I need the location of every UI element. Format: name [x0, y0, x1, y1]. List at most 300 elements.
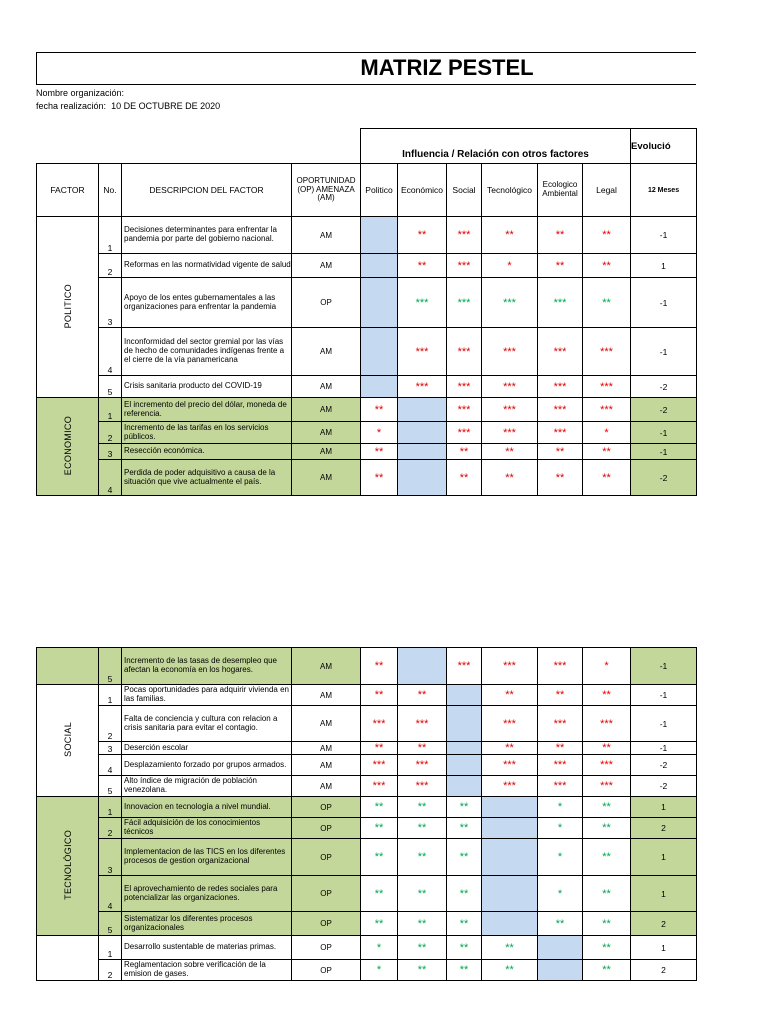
influence-cell	[361, 936, 398, 960]
influence-cell	[361, 706, 398, 742]
table-row	[37, 755, 697, 776]
evolution-value: -1	[631, 278, 697, 328]
factor-description: Fácil adquisición de los conocimientos técnicos	[122, 818, 292, 839]
influence-stars: ***	[457, 660, 471, 672]
influence-cell	[538, 912, 583, 936]
factor-description: Reformas en las normatividad vigente de salud	[122, 254, 292, 278]
factor-description: Apoyo de los entes gubernamentales a las organizaciones para enfrentar la pandemia	[122, 278, 292, 328]
title-box	[36, 52, 696, 85]
influence-stars: **	[555, 689, 565, 701]
influence-stars: ***	[457, 345, 471, 358]
influence-cell	[583, 839, 631, 876]
influence-cell	[398, 422, 447, 444]
influence-stars: **	[459, 917, 469, 930]
influence-stars: *	[376, 426, 382, 439]
evolution-value: 2	[631, 912, 697, 936]
op-am-value: AM	[292, 706, 361, 742]
influence-cell	[538, 755, 583, 776]
influence-stars: **	[602, 822, 611, 834]
table-row	[37, 422, 697, 444]
influence-stars: ***	[415, 380, 429, 393]
influence-stars: **	[374, 445, 384, 458]
influence-stars: ***	[600, 380, 613, 393]
influence-cell	[583, 776, 631, 797]
factor-description: Incremento de las tasas de desempleo que afectan la economía en los hogares.	[122, 648, 292, 685]
influence-cell	[482, 776, 538, 797]
influence-cell	[447, 960, 482, 981]
influence-stars: *	[604, 660, 609, 672]
influence-stars: ***	[415, 717, 429, 730]
factor-description: Falta de conciencia y cultura con relacion a crisis sanitaria para evitar el contagio.	[122, 706, 292, 742]
row-number: 4	[99, 460, 122, 496]
influence-stars: **	[417, 742, 427, 754]
op-am-value: AM	[292, 742, 361, 755]
influence-stars: ***	[503, 717, 516, 730]
influence-cell	[583, 797, 631, 818]
influence-cell	[482, 422, 538, 444]
op-am-value: OP	[292, 839, 361, 876]
influence-cell	[361, 444, 398, 460]
influence-stars: **	[417, 229, 427, 241]
influence-cell	[398, 398, 447, 422]
evolution-value: -2	[631, 460, 697, 496]
influence-stars: **	[459, 851, 469, 863]
influence-stars: **	[505, 742, 514, 754]
influence-cell	[538, 444, 583, 460]
op-am-value: AM	[292, 460, 361, 496]
influence-cell	[361, 912, 398, 936]
header-descripcion: DESCRIPCION DEL FACTOR	[122, 164, 292, 217]
influence-stars: **	[602, 887, 611, 900]
influence-stars: **	[374, 801, 384, 813]
evolution-value: 1	[631, 797, 697, 818]
influence-cell	[482, 685, 538, 706]
influence-cell	[398, 685, 447, 706]
table-row	[37, 278, 697, 328]
evolution-value: -1	[631, 706, 697, 742]
factor-description: Decisiones determinantes para enfrentar la pandemia por parte del gobierno nacional.	[122, 217, 292, 254]
header-col-legal: Legal	[583, 164, 631, 217]
influence-stars: ***	[553, 345, 567, 358]
influence-stars: ***	[503, 380, 516, 393]
influence-stars: **	[417, 689, 427, 701]
influence-stars: ***	[600, 403, 613, 416]
influence-cell	[361, 254, 398, 278]
influence-cell	[583, 444, 631, 460]
table-row	[37, 685, 697, 706]
influence-stars: ***	[372, 780, 386, 792]
influence-stars: **	[459, 801, 469, 813]
influence-cell	[538, 217, 583, 254]
factor-description: Desarrollo sustentable de materias primas.	[122, 936, 292, 960]
evolution-value: -2	[631, 755, 697, 776]
row-number: 4	[99, 755, 122, 776]
influence-cell	[447, 422, 482, 444]
influence-stars: ***	[372, 717, 386, 730]
influence-cell	[583, 912, 631, 936]
influence-cell	[538, 685, 583, 706]
influence-cell	[361, 839, 398, 876]
row-number: 1	[99, 217, 122, 254]
evolution-value: -1	[631, 648, 697, 685]
influence-cell	[398, 217, 447, 254]
row-number: 5	[99, 912, 122, 936]
influence-cell	[361, 278, 398, 328]
influence-stars: **	[417, 259, 427, 272]
factor-description: El aprovechamiento de redes sociales para potencializar las organizaciones.	[122, 876, 292, 912]
date-value: 10 DE OCTUBRE DE 2020	[111, 101, 221, 111]
influence-cell	[361, 217, 398, 254]
influence-cell	[583, 254, 631, 278]
op-am-value: OP	[292, 278, 361, 328]
influence-stars: ***	[457, 229, 471, 241]
evolution-value: -1	[631, 444, 697, 460]
influence-cell	[447, 328, 482, 376]
op-am-value: AM	[292, 376, 361, 398]
influence-cell	[447, 685, 482, 706]
influence-cell	[447, 876, 482, 912]
influence-cell	[398, 876, 447, 912]
pestel-table-top	[36, 128, 697, 496]
influence-stars: *	[376, 964, 382, 976]
influence-cell	[482, 912, 538, 936]
influence-cell	[482, 444, 538, 460]
table-row	[37, 742, 697, 755]
factor-label-politico: POLITICO	[62, 283, 73, 329]
row-number: 1	[99, 398, 122, 422]
influence-stars: ***	[503, 345, 516, 358]
factor-description: Innovacion en tecnología a nivel mundial.	[122, 797, 292, 818]
influence-stars: **	[374, 403, 384, 416]
influence-stars: ***	[503, 759, 516, 771]
influence-stars: **	[374, 471, 384, 484]
influence-stars: *	[557, 887, 563, 900]
op-am-value: AM	[292, 398, 361, 422]
row-number: 2	[99, 706, 122, 742]
header-evolucion: Evolució	[631, 129, 697, 164]
row-number: 3	[99, 839, 122, 876]
influence-cell	[482, 376, 538, 398]
factor-description: El incremento del precio del dólar, moneda de referencia.	[122, 398, 292, 422]
influence-stars: ***	[457, 296, 471, 309]
influence-stars: ***	[553, 660, 567, 672]
influence-cell	[482, 742, 538, 755]
influence-stars: *	[557, 801, 563, 813]
influence-cell	[538, 776, 583, 797]
op-am-value: OP	[292, 797, 361, 818]
influence-cell	[583, 685, 631, 706]
influence-stars: ***	[415, 345, 429, 358]
influence-stars: ***	[600, 780, 613, 792]
influence-cell	[538, 797, 583, 818]
table-row	[37, 839, 697, 876]
influence-stars: *	[507, 259, 512, 272]
table-row	[37, 376, 697, 398]
influence-cell	[447, 444, 482, 460]
influence-stars: **	[374, 851, 384, 863]
influence-cell	[538, 254, 583, 278]
evolution-value: -1	[631, 685, 697, 706]
influence-cell	[398, 460, 447, 496]
date-label: fecha realización:	[36, 101, 107, 111]
influence-cell	[583, 960, 631, 981]
influence-stars: ***	[600, 345, 613, 358]
factor-description: Deserción escolar	[122, 742, 292, 755]
influence-cell	[398, 254, 447, 278]
influence-cell	[583, 755, 631, 776]
influence-stars: ***	[415, 780, 429, 792]
evolution-value: 1	[631, 839, 697, 876]
influence-stars: ***	[503, 426, 516, 439]
factor-label-economico: ECONOMICO	[62, 415, 73, 476]
influence-stars: **	[417, 801, 427, 813]
factor-description: Crisis sanitaria producto del COVID-19	[122, 376, 292, 398]
op-am-value: OP	[292, 818, 361, 839]
influence-stars: ***	[457, 259, 471, 272]
influence-cell	[538, 960, 583, 981]
influence-stars: **	[417, 964, 427, 976]
influence-stars: **	[374, 742, 384, 754]
row-number: 3	[99, 742, 122, 755]
influence-stars: **	[459, 887, 469, 900]
influence-cell	[447, 398, 482, 422]
influence-stars: **	[374, 822, 384, 834]
influence-stars: **	[555, 917, 565, 930]
influence-cell	[583, 876, 631, 912]
influence-stars: ***	[457, 380, 471, 393]
influence-stars: **	[505, 941, 514, 954]
influence-cell	[538, 422, 583, 444]
influence-cell	[361, 328, 398, 376]
influence-cell	[583, 936, 631, 960]
influence-stars: ***	[553, 717, 567, 730]
factor-label-tecnologico: TECNOLÓGICO	[62, 830, 73, 900]
influence-cell	[538, 839, 583, 876]
row-number: 5	[99, 648, 122, 685]
influence-cell	[583, 376, 631, 398]
evolution-value: -1	[631, 742, 697, 755]
influence-stars: **	[602, 689, 611, 701]
op-am-value: AM	[292, 685, 361, 706]
row-number: 2	[99, 422, 122, 444]
factor-description: Inconformidad del sector gremial por las vías de hecho de comunidades indígenas frente a el cierre de la vía panamericana	[122, 328, 292, 376]
influence-cell	[538, 278, 583, 328]
influence-stars: **	[555, 259, 565, 272]
op-am-value: AM	[292, 422, 361, 444]
influence-cell	[447, 776, 482, 797]
pestel-table-bottom	[36, 647, 697, 981]
influence-stars: ***	[553, 780, 567, 792]
influence-stars: *	[376, 941, 382, 954]
influence-stars: **	[374, 689, 384, 701]
influence-cell	[398, 706, 447, 742]
influence-stars: **	[555, 229, 565, 241]
evolution-value: -1	[631, 217, 697, 254]
influence-stars: **	[374, 887, 384, 900]
influence-cell	[583, 328, 631, 376]
influence-cell	[398, 936, 447, 960]
factor-description: Alto índice de migración de población venezolana.	[122, 776, 292, 797]
influence-cell	[361, 776, 398, 797]
influence-cell	[447, 936, 482, 960]
op-am-value: AM	[292, 328, 361, 376]
header-influencia: Influencia / Relación con otros factores	[361, 129, 631, 164]
influence-stars: ***	[503, 660, 516, 672]
influence-cell	[583, 648, 631, 685]
influence-stars: **	[417, 822, 427, 834]
influence-stars: ***	[600, 759, 613, 771]
influence-cell	[538, 936, 583, 960]
header-meses: 12 Meses	[631, 164, 697, 217]
row-number: 2	[99, 818, 122, 839]
evolution-value: 1	[631, 876, 697, 912]
influence-cell	[447, 742, 482, 755]
influence-stars: *	[604, 426, 609, 439]
header-col-social: Social	[447, 164, 482, 217]
influence-cell	[583, 742, 631, 755]
table-row	[37, 460, 697, 496]
influence-stars: ***	[553, 296, 567, 309]
influence-cell	[583, 217, 631, 254]
influence-cell	[447, 460, 482, 496]
op-am-value: AM	[292, 776, 361, 797]
influence-cell	[398, 839, 447, 876]
factor-cell	[37, 217, 99, 398]
influence-cell	[482, 818, 538, 839]
influence-stars: **	[417, 851, 427, 863]
factor-label-social: SOCIAL	[62, 722, 73, 757]
influence-cell	[361, 876, 398, 912]
page-title: MATRIZ PESTEL	[360, 55, 534, 80]
row-number: 4	[99, 328, 122, 376]
influence-cell	[583, 398, 631, 422]
influence-cell	[398, 960, 447, 981]
influence-cell	[398, 755, 447, 776]
influence-cell	[482, 217, 538, 254]
influence-cell	[482, 254, 538, 278]
influence-cell	[398, 776, 447, 797]
influence-cell	[398, 278, 447, 328]
influence-cell	[583, 818, 631, 839]
evolution-value: 2	[631, 818, 697, 839]
row-number: 5	[99, 776, 122, 797]
header-blank	[37, 129, 361, 164]
influence-cell	[361, 648, 398, 685]
influence-cell	[583, 278, 631, 328]
influence-stars: ***	[503, 403, 516, 416]
influence-cell	[361, 797, 398, 818]
influence-cell	[482, 960, 538, 981]
influence-cell	[447, 839, 482, 876]
influence-stars: **	[555, 445, 565, 458]
influence-cell	[398, 328, 447, 376]
factor-cell	[37, 685, 99, 797]
row-number: 4	[99, 876, 122, 912]
influence-cell	[398, 797, 447, 818]
influence-stars: **	[374, 917, 384, 930]
influence-stars: ***	[553, 380, 567, 393]
factor-description: Desplazamiento forzado por grupos armados.	[122, 755, 292, 776]
table-row	[37, 960, 697, 981]
influence-stars: **	[555, 471, 565, 484]
influence-stars: **	[602, 941, 611, 954]
row-number: 1	[99, 685, 122, 706]
influence-stars: ***	[457, 403, 471, 416]
op-am-value: AM	[292, 254, 361, 278]
evolution-value: 1	[631, 936, 697, 960]
influence-cell	[447, 912, 482, 936]
influence-cell	[447, 376, 482, 398]
op-am-value: OP	[292, 876, 361, 912]
factor-description: Resección económica.	[122, 444, 292, 460]
influence-stars: **	[602, 851, 611, 863]
influence-stars: *	[557, 822, 563, 834]
header-col-ecologico: Ecologico Ambiental	[538, 164, 583, 217]
factor-cell	[37, 648, 99, 685]
date-line	[36, 101, 220, 111]
op-am-value: AM	[292, 648, 361, 685]
influence-cell	[482, 460, 538, 496]
influence-cell	[447, 818, 482, 839]
factor-description: Pocas oportunidades para adquirir vivienda en las familias.	[122, 685, 292, 706]
op-am-value: OP	[292, 960, 361, 981]
influence-cell	[538, 398, 583, 422]
influence-stars: **	[602, 259, 611, 272]
influence-stars: **	[459, 941, 469, 954]
influence-stars: **	[602, 742, 611, 754]
influence-stars: **	[505, 471, 514, 484]
evolution-value: -1	[631, 422, 697, 444]
influence-stars: **	[602, 471, 611, 484]
factor-cell	[37, 936, 99, 981]
factor-description: Implementacion de las TICS en los diferentes procesos de gestion organizacional	[122, 839, 292, 876]
op-am-value: AM	[292, 755, 361, 776]
influence-stars: **	[505, 689, 514, 701]
table-row	[37, 444, 697, 460]
influence-cell	[361, 460, 398, 496]
influence-cell	[447, 797, 482, 818]
influence-stars: ***	[457, 426, 471, 439]
header-col-economico: Económico	[398, 164, 447, 217]
table-row	[37, 797, 697, 818]
factor-description: Sistematizar los diferentes procesos organizacionales	[122, 912, 292, 936]
evolution-value: -2	[631, 376, 697, 398]
influence-cell	[398, 912, 447, 936]
influence-stars: ***	[553, 426, 567, 439]
evolution-value: 1	[631, 254, 697, 278]
influence-cell	[538, 818, 583, 839]
table-row	[37, 398, 697, 422]
table-row	[37, 818, 697, 839]
influence-stars: **	[459, 964, 469, 976]
influence-cell	[538, 706, 583, 742]
influence-cell	[361, 755, 398, 776]
influence-cell	[447, 755, 482, 776]
influence-cell	[538, 376, 583, 398]
influence-stars: ***	[415, 759, 429, 771]
influence-stars: ***	[600, 717, 613, 730]
influence-cell	[538, 742, 583, 755]
influence-stars: **	[417, 917, 427, 930]
factor-description: Perdida de poder adquisitivo a causa de la situación que vive actualmente el país.	[122, 460, 292, 496]
table-row	[37, 912, 697, 936]
influence-stars: ***	[503, 780, 516, 792]
influence-stars: **	[505, 445, 514, 458]
influence-cell	[482, 797, 538, 818]
influence-cell	[447, 706, 482, 742]
influence-stars: **	[459, 822, 469, 834]
influence-cell	[538, 876, 583, 912]
